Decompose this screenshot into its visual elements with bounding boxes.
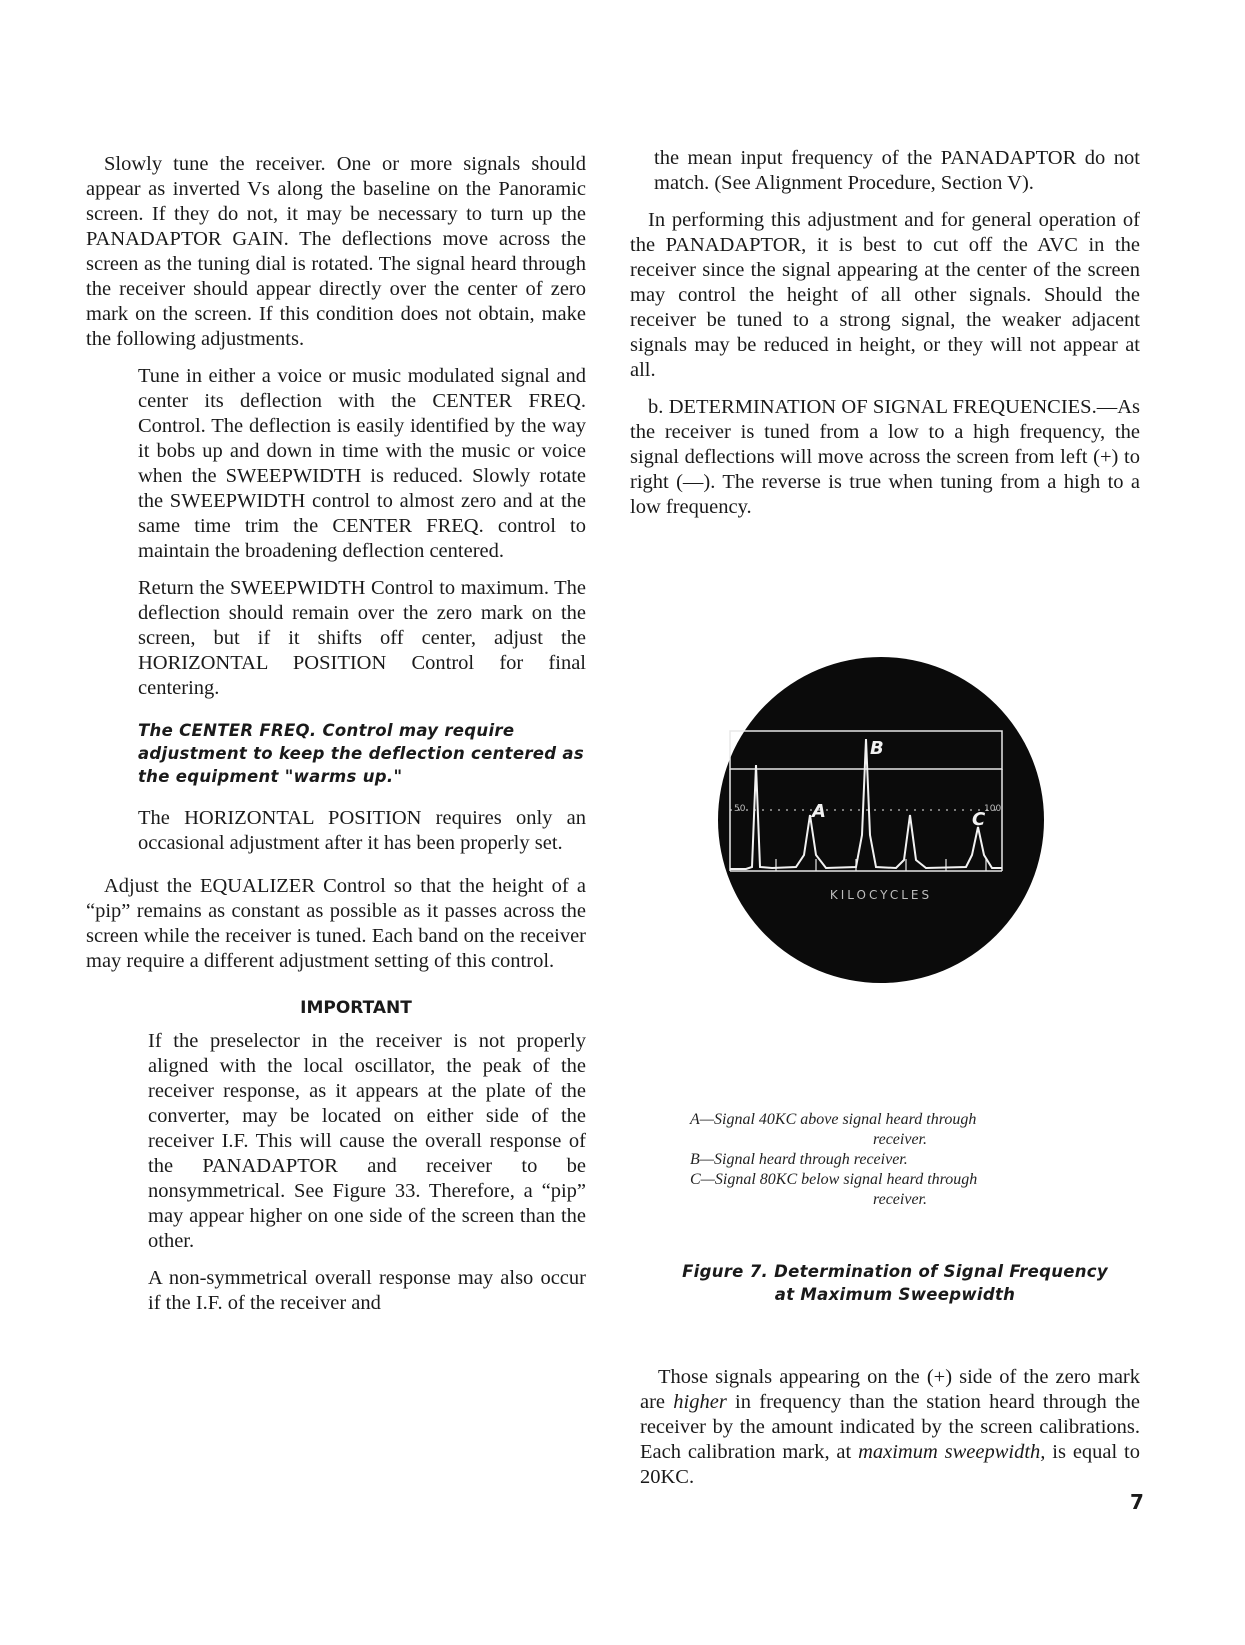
caption-c-cont: receiver. xyxy=(872,1191,928,1208)
paragraph-avc: In performing this adjustment and for general operation of the PANADAPTOR, it is best to cut off the AVC in the receiver since the signal appearing at the center of the screen may control the height of all other signals. Should the receiver be tuned to a strong signal, the weaker adjacent signals may be reduced in height, or they will not appear at all. xyxy=(630,209,1140,381)
page-number: 7 xyxy=(1130,1490,1144,1514)
caption-a-cont: receiver. xyxy=(872,1131,928,1148)
text-segment: in frequency than the station heard through the receiver by the amount indicated by the screen calibrations. Each calibration mark, at xyxy=(640,1391,1140,1463)
screen-illustration xyxy=(716,655,1046,985)
caption-b: B—Signal heard through receiver. xyxy=(690,1151,908,1168)
paragraph-mean-input: the mean input frequency of the PANADAPTOR do not match. (See Alignment Procedure, Section V). xyxy=(654,147,1140,194)
label-a: A xyxy=(812,801,826,822)
scale-right: 100 xyxy=(984,804,1002,814)
figure-captions xyxy=(690,1110,1110,1210)
label-c: C xyxy=(972,809,986,830)
paragraph-horizontal-position: The HORIZONTAL POSITION requires only an occasional adjustment after it has been properly set. xyxy=(138,807,586,854)
emphasis-higher: higher xyxy=(673,1391,727,1413)
important-heading: IMPORTANT xyxy=(300,998,412,1018)
right-column xyxy=(630,146,1140,532)
left-column xyxy=(86,152,586,1328)
paragraph-equalizer: Adjust the EQUALIZER Control so that the height of a “pip” remains as constant as possible as it passes across the screen while the receiver is tuned. Each band on the receiver may require a different adjustment setting of this control. xyxy=(86,875,586,972)
paragraph-preselector: If the preselector in the receiver is not properly aligned with the local oscillator, the peak of the receiver response, as it appears at the plate of the converter, may be located on either side of the receiver I.F. This will cause the overall response of the PANADAPTOR and receiver to be nonsymmetrical. See Figure 33. Therefore, a “pip” may appear higher on one side of the screen than the other. xyxy=(148,1030,586,1252)
caption-c: C—Signal 80KC below signal heard through xyxy=(690,1171,978,1188)
kilocycles-label: KILOCYCLES xyxy=(829,888,933,902)
text-segment: is equal to 20KC. xyxy=(640,1441,1141,1488)
paragraph-return-sweepwidth: Return the SWEEPWIDTH Control to maximum. The deflection should remain over the zero mark on the screen, but if it shifts off center, adjust the HORIZONTAL POSITION Control for final centering. xyxy=(138,577,586,699)
scale-left: 50 xyxy=(734,804,746,814)
paragraph-higher-frequency xyxy=(640,1365,1140,1502)
paragraph-determination: b. DETERMINATION OF SIGNAL FREQUENCIES.—As the receiver is tuned from a low to a high frequency, the signal deflections will move across the screen from left (+) to right (—). The reverse is true when tuning from a high to a low frequency. xyxy=(630,396,1140,518)
caption-a: A—Signal 40KC above signal heard through xyxy=(690,1111,977,1128)
paragraph-tune-receiver: Slowly tune the receiver. One or more signals should appear as inverted Vs along the baseline on the Panoramic screen. If they do not, it may be necessary to turn up the PANADAPTOR GAIN. The deflections move across the screen as the tuning dial is rotated. The signal heard through the receiver should appear directly over the center of zero mark on the screen. If this condition does not obtain, make the following adjustments. xyxy=(86,153,586,350)
paragraph-non-symmetrical: A non-symmetrical overall response may also occur if the I.F. of the receiver and xyxy=(148,1267,586,1314)
paragraph-center-deflection: Tune in either a voice or music modulated signal and center its deflection with the CENTER FREQ. Control. The deflection is easily identified by the way it bobs up and down in time with the music or voice when the SWEEPWIDTH is reduced. Slowly rotate the SWEEPWIDTH control to almost zero and at the same time trim the CENTER FREQ. control to maintain the broadening deflection centered. xyxy=(138,365,586,562)
emphasis-max-sweepwidth: maximum sweepwidth, xyxy=(858,1441,1046,1463)
screen-disc xyxy=(718,657,1044,983)
label-b: B xyxy=(870,738,884,759)
warning-note: The CENTER FREQ. Control may require adjustment to keep the deflection centered as the equipment "warms up." xyxy=(138,721,584,786)
panoramic-screen-figure xyxy=(716,655,1046,985)
figure-title xyxy=(655,1260,1135,1306)
text-segment: Those signals appearing on the (+) side of the zero mark are xyxy=(640,1366,1140,1413)
figure-title-line1: Figure 7. Determination of Signal Frequency xyxy=(682,1262,1108,1281)
figure-title-line2: at Maximum Sweepwidth xyxy=(774,1285,1016,1304)
